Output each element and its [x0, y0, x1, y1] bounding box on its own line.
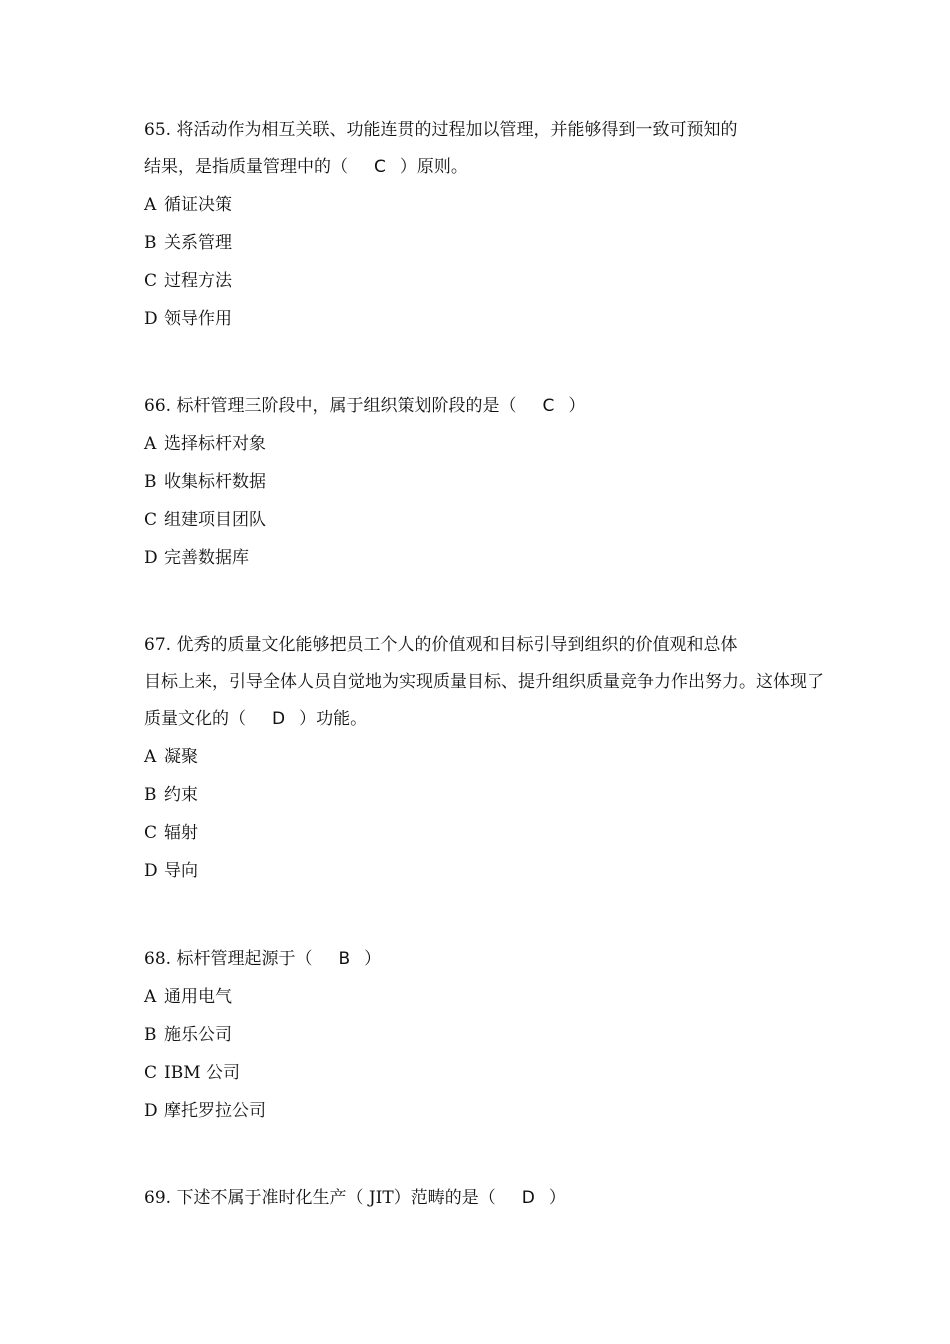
- option-d: [144, 300, 824, 338]
- stem-text: ）: [568, 396, 586, 416]
- stem-line: [144, 1180, 824, 1217]
- answer-letter: B: [338, 949, 351, 969]
- option-text: 辐射: [164, 823, 198, 843]
- option-text: 导向: [164, 861, 198, 881]
- option-letter: D: [144, 861, 158, 881]
- option-a: [144, 425, 824, 463]
- option-b: [144, 463, 824, 501]
- option-letter: A: [144, 747, 157, 767]
- option-letter: C: [144, 271, 158, 291]
- option-letter: A: [144, 195, 157, 215]
- question-65: [144, 112, 824, 338]
- stem-line: [144, 701, 824, 738]
- option-text: 约束: [164, 785, 198, 805]
- question-stem: [144, 112, 824, 186]
- option-d: [144, 1092, 824, 1130]
- option-c: [144, 262, 824, 300]
- option-text: 过程方法: [164, 271, 232, 291]
- answer-letter: D: [521, 1188, 535, 1208]
- option-text: 摩托罗拉公司: [164, 1101, 266, 1121]
- option-letter: B: [144, 785, 157, 805]
- stem-line: [144, 941, 824, 978]
- question-68: [144, 941, 824, 1130]
- stem-text: 目标上来，引导全体人员自觉地为实现质量目标、提升组织质量竞争力作出努力。这体现了: [144, 672, 824, 692]
- option-letter: A: [144, 987, 157, 1007]
- option-text: 关系管理: [164, 233, 232, 253]
- option-a: [144, 978, 824, 1016]
- option-text: 选择标杆对象: [164, 434, 266, 454]
- question-67: [144, 627, 824, 890]
- option-letter: B: [144, 233, 157, 253]
- question-stem: [144, 1180, 824, 1217]
- option-letter: C: [144, 823, 158, 843]
- stem-text: 质量文化的（: [144, 709, 246, 729]
- stem-line: [144, 627, 824, 664]
- answer-letter: D: [272, 709, 286, 729]
- option-d: [144, 852, 824, 890]
- question-69: [144, 1180, 824, 1217]
- option-text: 通用电气: [164, 987, 232, 1007]
- stem-text: 69. 下述不属于准时化生产（ JIT）范畴的是（: [144, 1188, 496, 1208]
- stem-text: ）: [364, 949, 382, 969]
- stem-text: 66. 标杆管理三阶段中，属于组织策划阶段的是（: [144, 396, 517, 416]
- stem-text: ）功能。: [299, 709, 368, 729]
- option-text: 收集标杆数据: [164, 472, 266, 492]
- stem-text: 结果，是指质量管理中的（: [144, 157, 348, 177]
- option-a: [144, 186, 824, 224]
- question-stem: [144, 388, 824, 425]
- stem-text: 67. 优秀的质量文化能够把员工个人的价值观和目标引导到组织的价值观和总体: [144, 635, 738, 655]
- option-text: 领导作用: [164, 309, 232, 329]
- option-letter: B: [144, 472, 157, 492]
- option-letter: D: [144, 309, 158, 329]
- stem-line: [144, 112, 824, 149]
- option-c: [144, 501, 824, 539]
- stem-text: ）: [548, 1188, 566, 1208]
- option-text: IBM 公司: [164, 1063, 241, 1083]
- option-text: 循证决策: [164, 195, 232, 215]
- option-text: 完善数据库: [164, 548, 249, 568]
- option-a: [144, 738, 824, 776]
- stem-text: 65. 将活动作为相互关联、功能连贯的过程加以管理，并能够得到一致可预知的: [144, 120, 738, 140]
- option-b: [144, 1016, 824, 1054]
- option-letter: C: [144, 510, 158, 530]
- stem-text: 68. 标杆管理起源于（: [144, 949, 313, 969]
- stem-line: [144, 149, 824, 186]
- question-66: [144, 388, 824, 577]
- option-text: 施乐公司: [164, 1025, 232, 1045]
- option-b: [144, 224, 824, 262]
- question-stem: [144, 941, 824, 978]
- stem-text: ）原则。: [399, 157, 468, 177]
- option-letter: B: [144, 1025, 157, 1045]
- answer-letter: C: [374, 157, 386, 177]
- stem-line: [144, 664, 824, 701]
- option-b: [144, 776, 824, 814]
- option-letter: C: [144, 1063, 158, 1083]
- option-letter: D: [144, 548, 158, 568]
- answer-letter: C: [542, 396, 555, 416]
- option-c: [144, 1054, 824, 1092]
- option-d: [144, 539, 824, 577]
- option-c: [144, 814, 824, 852]
- option-letter: A: [144, 434, 157, 454]
- option-letter: D: [144, 1101, 158, 1121]
- option-text: 组建项目团队: [164, 510, 266, 530]
- question-stem: [144, 627, 824, 738]
- stem-line: [144, 388, 824, 425]
- option-text: 凝聚: [164, 747, 198, 767]
